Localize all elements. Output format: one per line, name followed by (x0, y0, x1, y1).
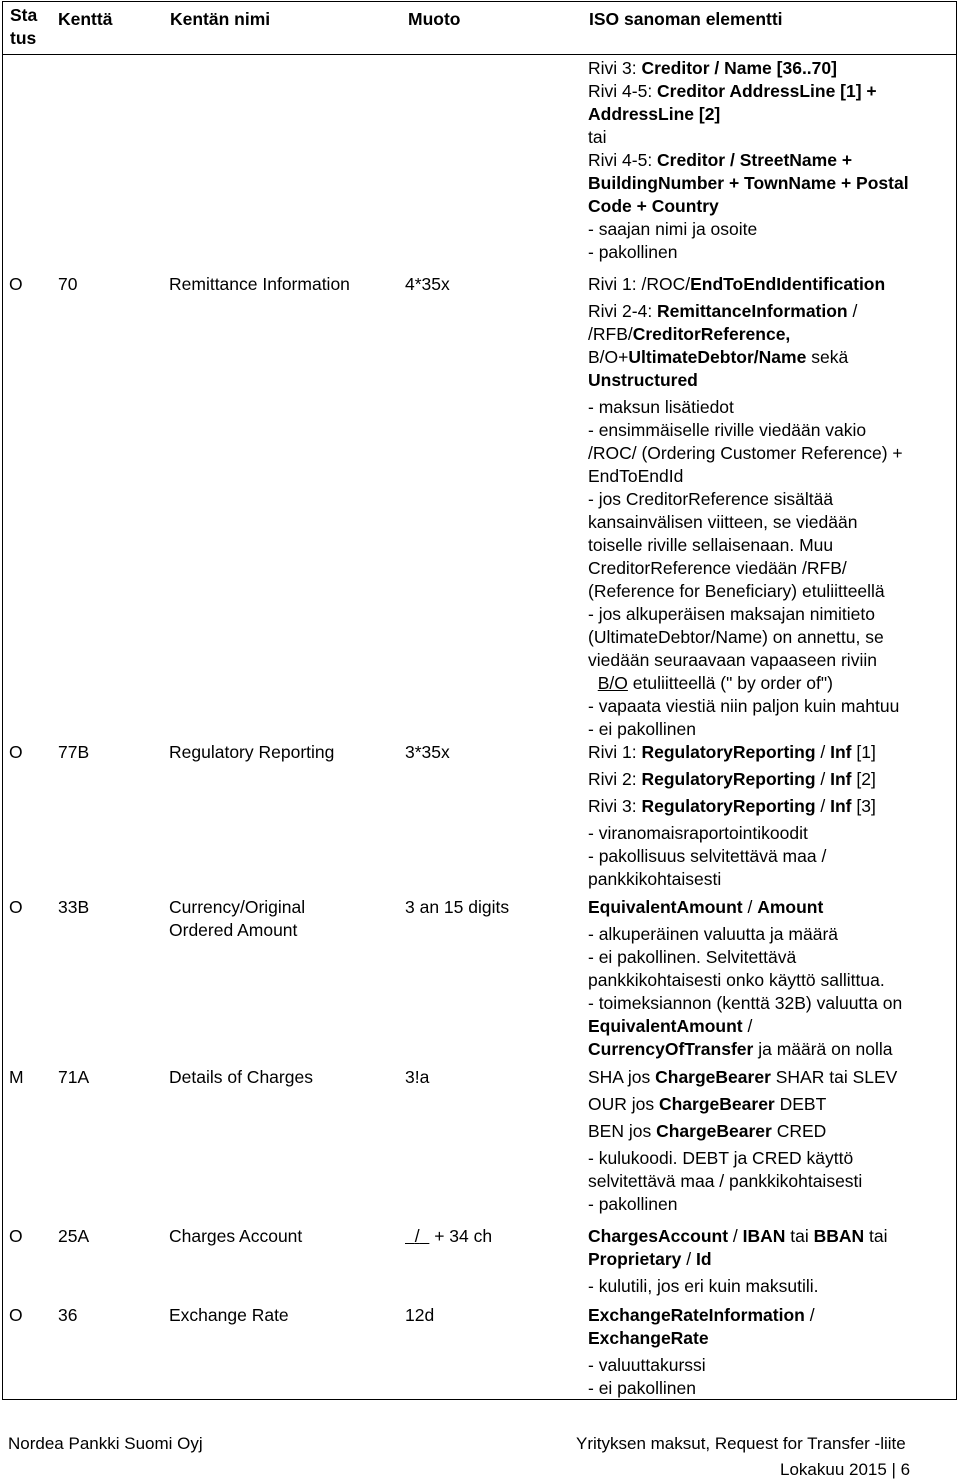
row-format: 12d (405, 1305, 435, 1325)
row-iso: ChargesAccount / IBAN tai BBAN tai Proprietary / Id - kulutili, jos eri kuin maksutili. (588, 1226, 888, 1296)
row-name: Currency/Original Ordered Amount (169, 897, 306, 940)
row-field: 25A (58, 1226, 90, 1246)
row-field: 36 (58, 1305, 78, 1325)
row-status: O (9, 897, 23, 917)
footer-company: Nordea Pankki Suomi Oyj (8, 1434, 203, 1453)
cont-line: Rivi 3: Creditor / Name [36..70] (588, 58, 837, 78)
row-field: 71A (58, 1067, 90, 1087)
cont-line: AddressLine [2] (588, 104, 721, 124)
cont-line: tai (588, 127, 607, 147)
row-format: / + 34 ch (414, 1226, 493, 1246)
continuation-cell (588, 57, 909, 264)
row-status: O (9, 1305, 23, 1325)
header-format: Muoto (408, 9, 461, 29)
row-format: 3 an 15 digits (405, 897, 510, 917)
table-header (3, 2, 956, 55)
row-iso: ExchangeRateInformation / ExchangeRate - valuuttakurssi - ei pakollinen (588, 1305, 815, 1398)
footer-date-page: Lokakuu 2015 | 6 (780, 1460, 911, 1479)
row-iso: Rivi 1: /ROC/EndToEndIdentification Rivi 2-4: RemittanceInformation / /RFB/CreditorReference, B/O+UltimateDebtor/Name sekä Unstructured - maksun lisätiedot - ensimmäiselle riville viedään vakio /ROC/ (Ordering Customer Reference) + EndToEndId - jos CreditorReference sisältää kansainvälisen viitteen, se viedään toiselle riville sellaisenaan. Muu CreditorReference viedään /RFB/ (Reference for Beneficiary) etuliitteellä - jos alkuperäisen maksajan nimitieto (UltimateDebtor/Name) on annettu, se viedään seuraavaan vapaaseen riviin B/O etuliitteellä (" by order of") - vapaata viestiä niin paljon kuin mahtuu - ei pakollinen (588, 274, 903, 739)
row-name: Details of Charges (169, 1067, 313, 1087)
row-status: O (9, 1226, 23, 1246)
cont-line: Code + Country (588, 196, 719, 216)
row-name: Exchange Rate (169, 1305, 289, 1325)
cont-line: BuildingNumber + TownName + Postal (588, 173, 909, 193)
header-iso: ISO sanoman elementti (589, 9, 783, 29)
row-name: Regulatory Reporting (169, 742, 335, 762)
row-name: Remittance Information (169, 274, 350, 294)
row-field: 70 (58, 274, 78, 294)
row-field: 33B (58, 897, 90, 917)
row-status: O (9, 274, 23, 294)
header-status-line2: tus (10, 28, 37, 48)
row-iso: EquivalentAmount / Amount - alkuperäinen valuutta ja määrä - ei pakollinen. Selvitettävä pankkikohtaisesti onko käyttö sallittua. - toimeksiannon (kenttä 32B) valuutta on EquivalentAmount / CurrencyOfTransfer ja määrä on nolla (588, 897, 903, 1059)
row-iso: SHA jos ChargeBearer SHAR tai SLEV OUR jos ChargeBearer DEBT BEN jos ChargeBearer CRED - kulukoodi. DEBT ja CRED käyttö selvitettävä maa / pankkikohtaisesti - pakollinen (588, 1067, 898, 1214)
header-field: Kenttä (58, 9, 113, 29)
row-field: 77B (58, 742, 90, 762)
cont-line: Rivi 4-5: Creditor AddressLine [1] + (588, 81, 877, 101)
cont-line: Rivi 4-5: Creditor / StreetName + (588, 150, 853, 170)
row-status: O (9, 742, 23, 762)
footer-document: Yrityksen maksut, Request for Transfer -liite (576, 1434, 906, 1453)
row-status: M (9, 1067, 24, 1087)
row-name: Charges Account (169, 1226, 303, 1246)
header-field-name: Kentän nimi (170, 9, 271, 29)
row-format: 4*35x (405, 274, 450, 294)
row-format: 3*35x (405, 742, 450, 762)
cont-line: - pakollinen (588, 242, 678, 262)
row-format: 3!a (405, 1067, 430, 1087)
cont-line: - saajan nimi ja osoite (588, 219, 758, 239)
row-iso: Rivi 1: RegulatoryReporting / Inf [1] Rivi 2: RegulatoryReporting / Inf [2] Rivi 3: RegulatoryReporting / Inf [3] - viranomaisraportointikoodit - pakollisuus selvitettävä maa / pankkikohtaisesti (588, 742, 876, 889)
header-status (10, 4, 37, 50)
header-status-line1: Sta (10, 5, 38, 25)
